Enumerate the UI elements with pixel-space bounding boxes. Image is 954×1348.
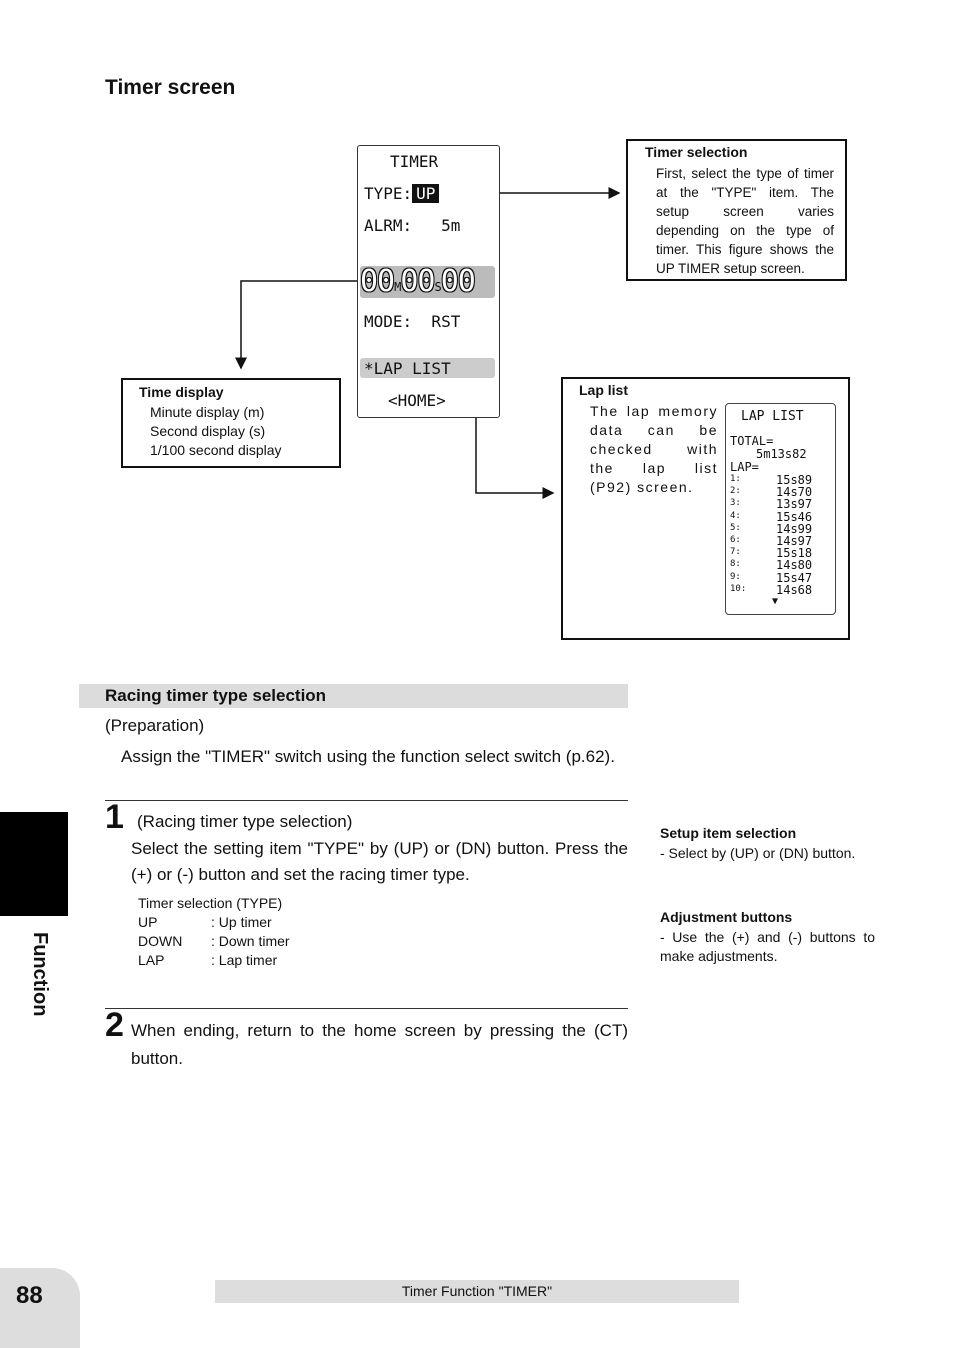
divider	[105, 1008, 628, 1009]
setup-note-title: Setup item selection	[660, 825, 797, 841]
time-display-lines	[150, 403, 282, 460]
lcd-lap-list-row: *LAP LIST	[364, 359, 451, 378]
preparation-text: Assign the "TIMER" switch using the function select switch (p.62).	[121, 747, 615, 766]
lap-time: 15s18	[776, 546, 813, 561]
lcd-type-value: UP	[412, 184, 439, 203]
lcd-type-row	[364, 184, 439, 203]
type-desc: : Up timer	[211, 914, 272, 930]
lap-time: 14s70	[776, 485, 813, 500]
step2-text: When ending, return to the home screen by pressing the (CT) button.	[131, 1021, 628, 1068]
lcd-type-label: TYPE:	[364, 184, 413, 203]
type-name: LAP	[138, 952, 165, 968]
lap-screen-title: LAP LIST	[741, 409, 804, 424]
unit-m: M	[394, 280, 401, 294]
divider	[105, 800, 628, 801]
lcd-mode-row: MODE: RST	[364, 312, 461, 331]
timer-lcd-screen	[357, 145, 500, 418]
line-minute: Minute display (m)	[150, 404, 265, 420]
line-hundredth: 1/100 second display	[150, 442, 282, 458]
side-tab	[0, 812, 68, 916]
time-hundredths: 00	[440, 264, 475, 299]
page-number: 88	[16, 1282, 43, 1309]
lap-index: 6:	[730, 535, 741, 545]
lap-time: 15s89	[776, 473, 813, 487]
step2-body	[131, 1017, 628, 1073]
step-number: 2	[105, 1006, 124, 1044]
time-display-callout	[121, 378, 341, 468]
time-seconds: 00	[400, 264, 435, 299]
lap-time: 15s47	[776, 570, 813, 585]
type-list-title: Timer selection (TYPE)	[138, 895, 283, 911]
preparation-label: (Preparation)	[105, 716, 205, 735]
adjust-note-text: - Use the (+) and (-) buttons to make adjustments.	[660, 929, 875, 964]
lap-time: 14s97	[776, 534, 813, 548]
callout-title: Time display	[139, 384, 224, 400]
scroll-down-icon: ▼	[772, 596, 779, 607]
step-number: 1	[105, 798, 124, 836]
step1-body: Select the setting item "TYPE" by (UP) or (DN) button. Press the (+) or (-) button and set the racing timer type.	[131, 839, 628, 884]
lap-index: 10:	[730, 583, 747, 594]
lap-time: 13s97	[776, 497, 813, 512]
total-value: 5m13s82	[756, 447, 807, 461]
adjust-note-title: Adjustment buttons	[660, 909, 793, 925]
unit-s: S	[434, 280, 441, 294]
callout-text: First, select the type of timer at the "TYPE" item. The setup screen varies depending on the type of timer. This figure shows the UP TIMER setup screen.	[656, 166, 834, 276]
lcd-alarm-row: ALRM: 5m	[364, 216, 461, 235]
lcd-title: TIMER	[390, 152, 439, 171]
lap-label: LAP=	[730, 460, 759, 474]
section-header	[79, 684, 628, 708]
step1-heading: (Racing timer type selection)	[137, 812, 353, 831]
callout-title: Timer selection	[645, 144, 748, 160]
lap-index: 5:	[730, 522, 741, 533]
total-label: TOTAL=	[730, 434, 774, 448]
footer-title: Timer Function "TIMER"	[215, 1280, 739, 1303]
callout-text: The lap memory data can be checked with the lap list (P92) screen.	[590, 403, 718, 495]
lap-index: 1:	[730, 474, 741, 484]
setup-note-text: - Select by (UP) or (DN) button.	[660, 845, 856, 861]
type-desc: : Lap timer	[211, 952, 278, 968]
lap-time: 14s80	[776, 558, 813, 573]
lap-index: 7:	[730, 547, 741, 558]
type-name: DOWN	[138, 933, 183, 949]
type-name: UP	[138, 914, 158, 930]
lcd-time-display	[360, 266, 495, 298]
type-desc: : Down timer	[211, 933, 290, 949]
line-second: Second display (s)	[150, 423, 266, 439]
lap-time: 14s99	[776, 521, 813, 536]
lap-list-screen	[725, 403, 836, 615]
lap-index: 8:	[730, 559, 741, 570]
time-minutes: 00	[360, 264, 395, 299]
section-title: Racing timer type selection	[105, 686, 327, 705]
lap-index: 4:	[730, 510, 741, 521]
page-heading: Timer screen	[105, 76, 236, 99]
lap-time: 15s46	[776, 509, 813, 524]
lap-index: 9:	[730, 571, 741, 582]
callout-title: Lap list	[579, 382, 629, 398]
lap-time: 14s68	[776, 582, 813, 597]
page-number-box	[0, 1268, 80, 1348]
lcd-home-row: <HOME>	[388, 391, 446, 410]
timer-selection-callout	[626, 139, 847, 281]
lap-index: 2:	[730, 486, 741, 497]
side-tab-label: Function	[29, 932, 51, 1017]
lap-index: 3:	[730, 498, 741, 509]
type-list	[138, 913, 290, 970]
